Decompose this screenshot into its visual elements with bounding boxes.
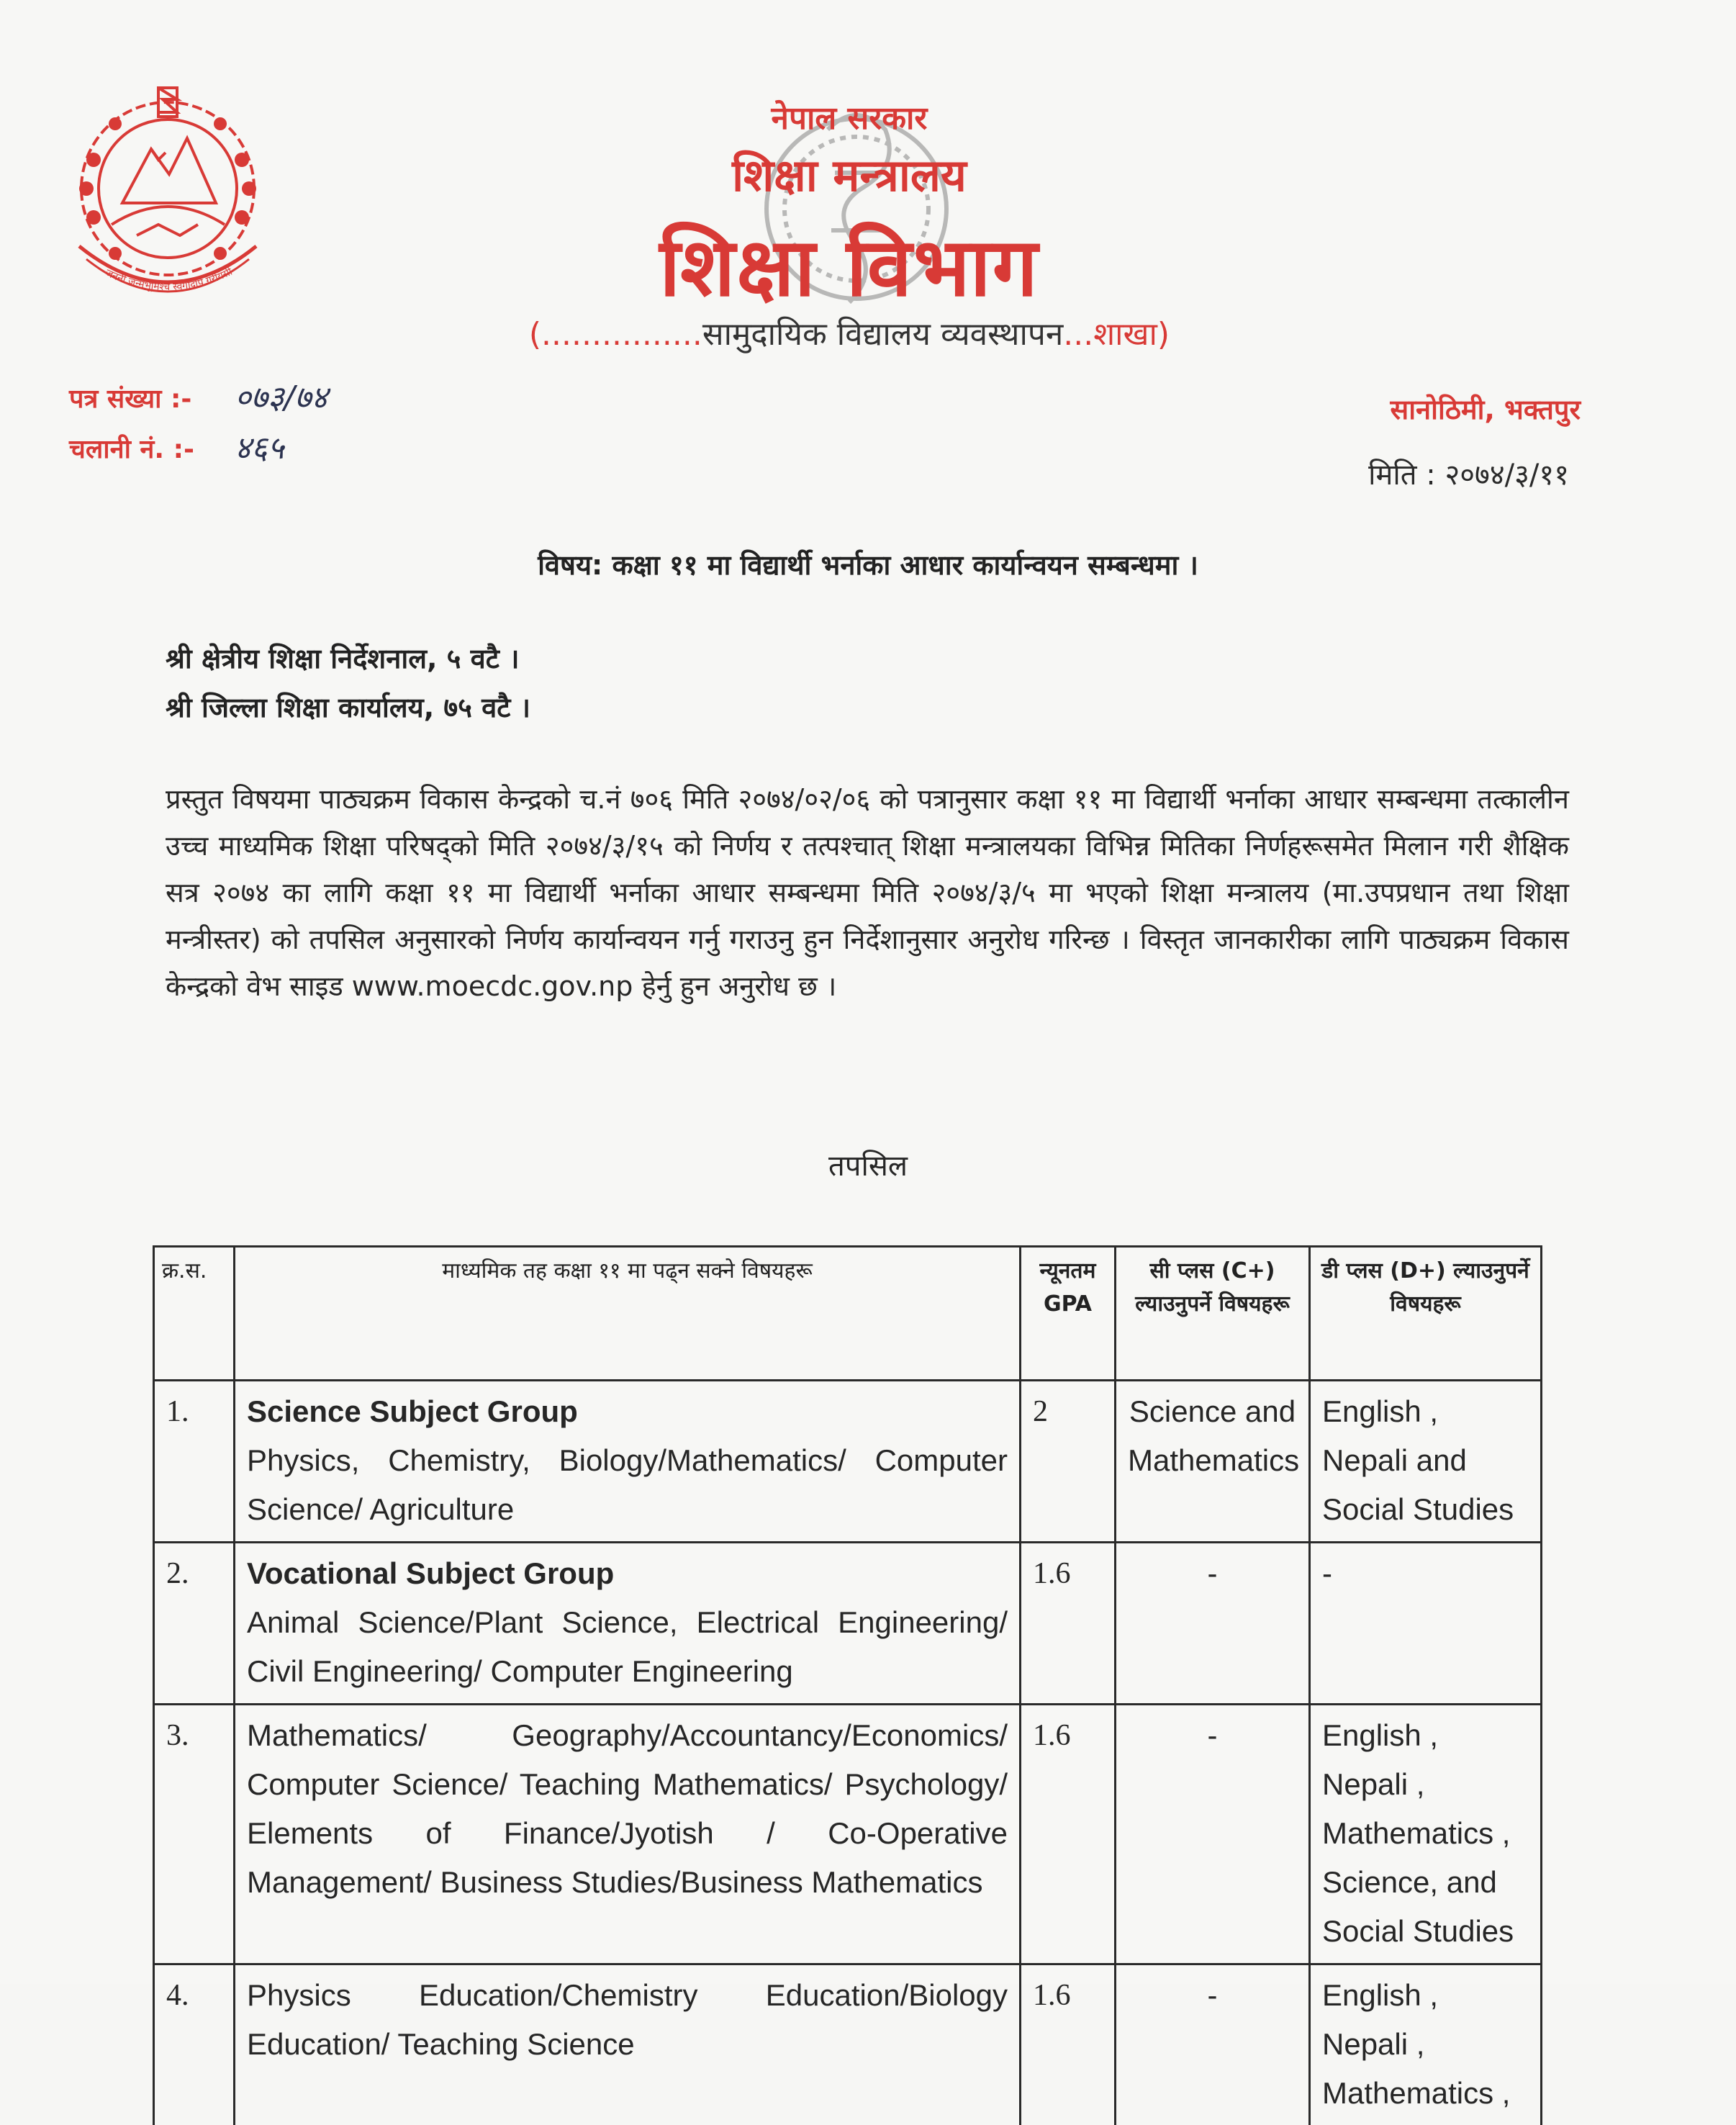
- recipient-line: श्री क्षेत्रीय शिक्षा निर्देशनाल, ५ वटै ।: [166, 639, 520, 677]
- letter-no-value: ०७३/७४: [235, 374, 327, 418]
- row-subjects: [235, 1543, 1021, 1705]
- row-sn: 2.: [154, 1543, 235, 1705]
- table-row: [154, 1543, 1542, 1705]
- letterhead-ministry: शिक्षा मन्त्रालय: [648, 144, 1051, 204]
- header-c-plus: सी प्लस (C+) ल्याउनुपर्ने विषयहरू: [1116, 1247, 1310, 1381]
- table-row: [154, 1381, 1542, 1543]
- letterhead-department: शिक्षा विभाग: [576, 209, 1123, 319]
- branch-name: सामुदायिक विद्यालय व्यवस्थापन: [702, 316, 1063, 353]
- branch-open: (................: [529, 316, 702, 353]
- row-c-plus: -: [1116, 1705, 1310, 1964]
- subject-group-title: Vocational Subject Group: [247, 1549, 1008, 1598]
- header-subjects: माध्यमिक तह कक्षा ११ मा पढ्न सक्ने विषयहरू: [235, 1247, 1021, 1381]
- row-c-plus: -: [1116, 1964, 1310, 2125]
- emblem-motto: जननी जन्मभूमिश्च स्वर्गादपि गरीयसी: [104, 266, 235, 293]
- letter-no-label: पत्र संख्या :-: [69, 380, 191, 415]
- subject-list: Physics, Chemistry, Biology/Mathematics/ Computer Science/ Agriculture: [247, 1436, 1008, 1534]
- table-header-row: [154, 1247, 1542, 1381]
- row-subjects: Physics Education/Chemistry Education/Biology Education/ Teaching Science: [235, 1964, 1021, 2125]
- row-sn: 3.: [154, 1705, 235, 1964]
- row-gpa: 1.6: [1021, 1705, 1116, 1964]
- office-location: सानोठिमी, भक्तपुर: [1391, 390, 1581, 428]
- dispatch-no-value: ४६५: [235, 425, 284, 468]
- branch-close: ...शाखा): [1063, 316, 1170, 353]
- letter-date: मिति : २०७४/३/११: [1368, 454, 1569, 493]
- row-gpa: 1.6: [1021, 1964, 1116, 2125]
- letterhead-branch: [461, 311, 1238, 354]
- letter-subject: विषय: कक्षा ११ मा विद्यार्थी भर्नाका आधार कार्यान्वयन सम्बन्धमा ।: [0, 546, 1736, 583]
- row-gpa: 1.6: [1021, 1543, 1116, 1705]
- nepal-emblem-icon: [43, 81, 292, 308]
- header-d-plus: डी प्लस (D+) ल्याउनुपर्ने विषयहरू: [1310, 1247, 1542, 1381]
- row-d-plus: English , Nepali , Mathematics ,: [1310, 1964, 1542, 2125]
- subject-list: Animal Science/Plant Science, Electrical Engineering/ Civil Engineering/ Computer Engineering: [247, 1598, 1008, 1696]
- annex-title: तपसिल: [0, 1145, 1736, 1184]
- row-sn: 1.: [154, 1381, 235, 1543]
- row-subjects: Mathematics/ Geography/Accountancy/Economics/ Computer Science/ Teaching Mathematics/ Psychology/ Elements of Finance/Jyotish / Co-Operative Management/ Business Studies/Business Mathematics: [235, 1705, 1021, 1964]
- row-d-plus: -: [1310, 1543, 1542, 1705]
- row-c-plus: Science and Mathematics: [1116, 1381, 1310, 1543]
- recipient-line: श्री जिल्ला शिक्षा कार्यालय, ७५ वटै ।: [166, 688, 530, 726]
- admission-criteria-table: [153, 1245, 1542, 2125]
- row-gpa: 2: [1021, 1381, 1116, 1543]
- subject-group-title: Science Subject Group: [247, 1387, 1008, 1436]
- table-row: [154, 1964, 1542, 2125]
- letterhead-government: नेपाल सरकार: [691, 95, 1008, 138]
- row-subjects: [235, 1381, 1021, 1543]
- row-c-plus: -: [1116, 1543, 1310, 1705]
- row-d-plus: English , Nepali and Social Studies: [1310, 1381, 1542, 1543]
- table-row: [154, 1705, 1542, 1964]
- dispatch-no-label: चलानी नं. :-: [69, 430, 194, 466]
- row-sn: 4.: [154, 1964, 235, 2125]
- header-sn: क्र.स.: [154, 1247, 235, 1381]
- row-d-plus: English , Nepali , Mathematics , Science, and Social Studies: [1310, 1705, 1542, 1964]
- header-gpa: न्यूनतम GPA: [1021, 1247, 1116, 1381]
- letter-body: प्रस्तुत विषयमा पाठ्यक्रम विकास केन्द्रको च.नं ७०६ मिति २०७४/०२/०६ को पत्रानुसार कक्षा ११ मा विद्यार्थी भर्नाका आधार सम्बन्धमा तत्कालीन उच्च माध्यमिक शिक्षा परिषद्को मिति २०७४/३/१५ को निर्णय र तत्पश्चात् शिक्षा मन्त्रालयका विभिन्न मितिका निर्णहरूसमेत मिलान गरी शैक्षिक सत्र २०७४ का लागि कक्षा ११ मा विद्यार्थी भर्नाका आधार सम्बन्धमा मिति २०७४/३/५ मा भएको शिक्षा मन्त्रालय (मा.उपप्रधान तथा शिक्षा मन्त्रीस्तर) को तपसिल अनुसारको निर्णय कार्यान्वयन गर्नु गराउनु हुन निर्देशानुसार अनुरोध गरिन्छ । विस्तृत जानकारीका लागि पाठ्यक्रम विकास केन्द्रको वेभ साइड www.moecdc.gov.np हेर्नु हुन अनुरोध छ ।: [166, 776, 1569, 1010]
